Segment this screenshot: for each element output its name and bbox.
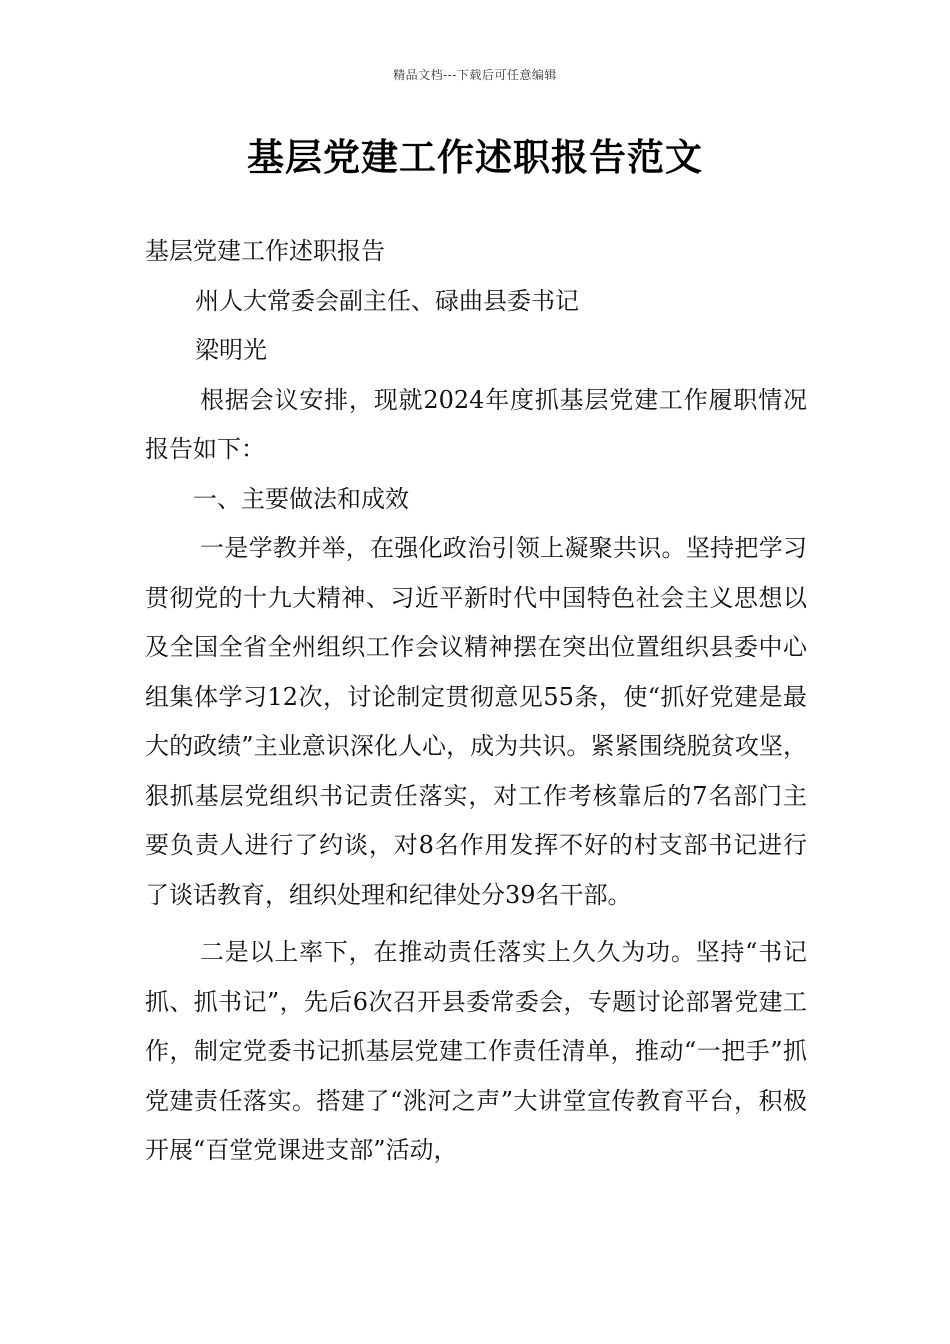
author-name: 梁明光 — [195, 336, 267, 364]
section-heading: 一、主要做法和成效 — [193, 484, 409, 513]
body-paragraph-2: 二是以上率下，在推动责任落实上久久为功。坚持“书记抓、抓书记”，先后6次召开县委常委会，专题讨论部署党建工作，制定党委书记抓基层党建工作责任清单，推动“一把手”抓党建责任落实。搭建了“洮河之声”大讲堂宣传教育平台，积极开展“百堂党课进支部”活动， — [145, 938, 807, 1164]
body-paragraph-1: 一是学教并举，在强化政治引领上凝聚共识。坚持把学习贯彻党的十九大精神、习近平新时代中国特色社会主义思想以及全国全省全州组织工作会议精神摆在突出位置组织县委中心组集体学习12次，讨论制定贯彻意见55条，使“抓好党建是最大的政绩”主业意识深化人心，成为共识。紧紧围绕脱贫攻坚，狠抓基层党组织书记责任落实，对工作考核靠后的7名部门主要负责人进行了约谈，对8名作用发挥不好的村支部书记进行了谈话教育，组织处理和纪律处分39名干部。 — [145, 534, 807, 909]
header-note: 精品文档---下载后可任意编辑 — [393, 68, 557, 82]
author-position: 州人大常委会副主任、碌曲县委书记 — [195, 286, 579, 315]
intro-paragraph: 根据会议安排，现就2024年度抓基层党建工作履职情况报告如下： — [145, 385, 807, 463]
report-subtitle: 基层党建工作述职报告 — [145, 237, 385, 265]
document-title: 基层党建工作述职报告范文 — [247, 136, 703, 179]
document-body — [145, 227, 807, 1176]
